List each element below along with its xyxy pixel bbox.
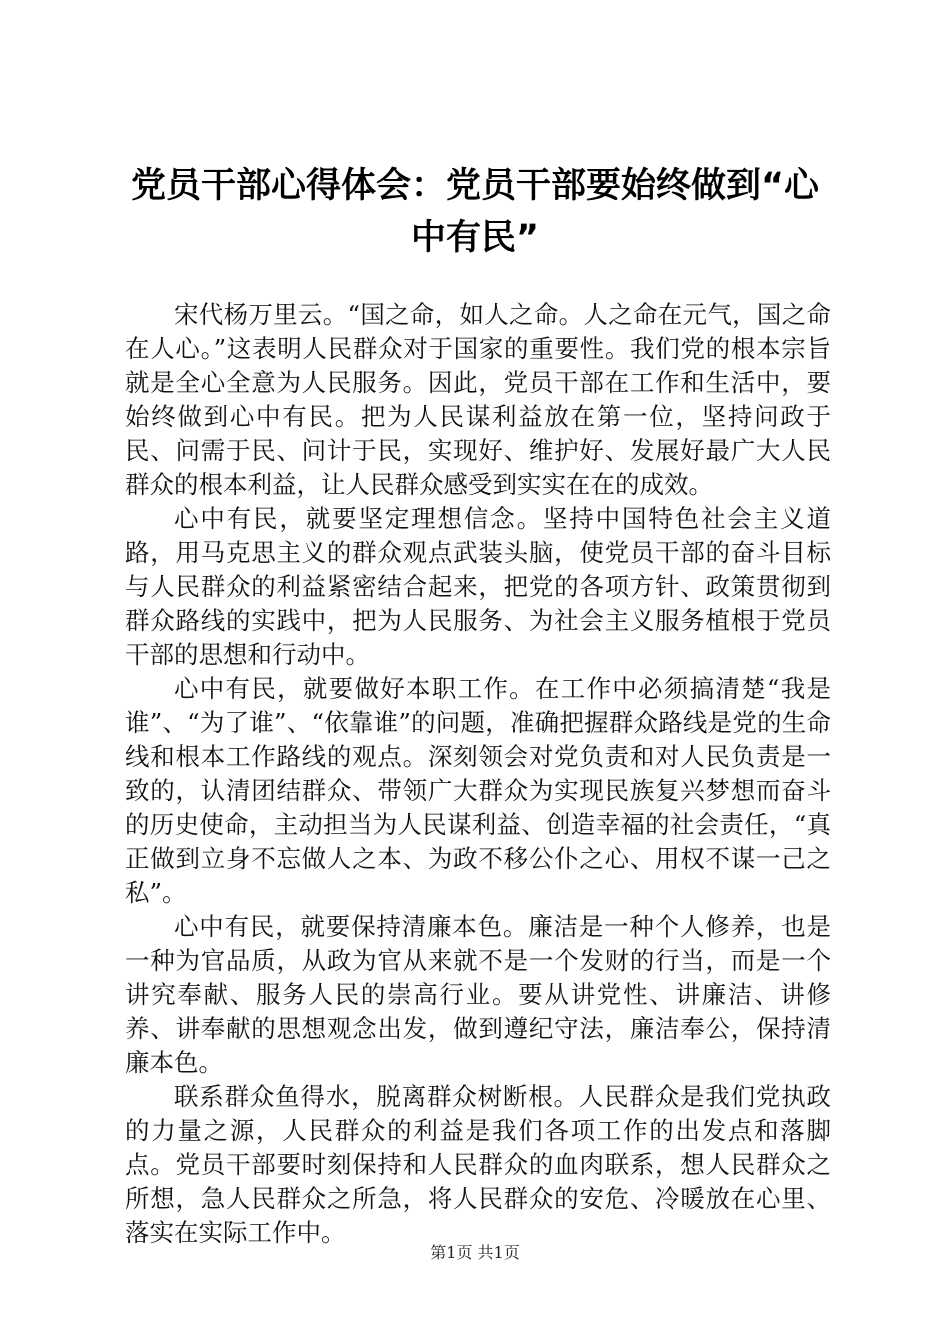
- paragraph: 心中有民，就要保持清廉本色。廉洁是一种个人修养，也是一种为官品质，从政为官从来就不是一个发财的行当，而是一个讲究奉献、服务人民的崇高行业。要从讲党性、讲廉洁、讲修养、讲奉献的思想观念出发，做到遵纪守法，廉洁奉公，保持清廉本色。: [125, 912, 831, 1077]
- page-number-footer: 第1页 共1页: [430, 1243, 520, 1262]
- paragraph: 宋代杨万里云。“国之命，如人之命。人之命在元气，国之命在人心。”这表明人民群众对于国家的重要性。我们党的根本宗旨就是全心全意为人民服务。因此，党员干部在工作和生活中，要始终做到心中有民。把为人民谋利益放在第一位，坚持问政于民、问需于民、问计于民，实现好、维护好、发展好最广大人民群众的根本利益，让人民群众感受到实实在在的成效。: [125, 300, 831, 499]
- document-title: 党员干部心得体会：党员干部要始终做到“心中有民”: [130, 166, 819, 258]
- paragraph: 联系群众鱼得水，脱离群众树断根。人民群众是我们党执政的力量之源，人民群众的利益是我们各项工作的出发点和落脚点。党员干部要时刻保持和人民群众的血肉联系，想人民群众之所想，急人民群众之所急，将人民群众的安危、冷暖放在心里、落实在实际工作中。: [125, 1082, 831, 1247]
- paragraph: 心中有民，就要坚定理想信念。坚持中国特色社会主义道路，用马克思主义的群众观点武装头脑，使党员干部的奋斗目标与人民群众的利益紧密结合起来，把党的各项方针、政策贯彻到群众路线的实践中，把为人民服务、为社会主义服务植根于党员干部的思想和行动中。: [125, 504, 831, 669]
- paragraph: 心中有民，就要做好本职工作。在工作中必须搞清楚“我是谁”、“为了谁”、“依靠谁”的问题，准确把握群众路线是党的生命线和根本工作路线的观点。深刻领会对党负责和对人民负责是一致的，认清团结群众、带领广大群众为实现民族复兴梦想而奋斗的历史使命，主动担当为人民谋利益、创造幸福的社会责任，“真正做到立身不忘做人之本、为政不移公仆之心、用权不谋一己之私”。: [125, 674, 831, 907]
- document-body: [125, 298, 831, 1250]
